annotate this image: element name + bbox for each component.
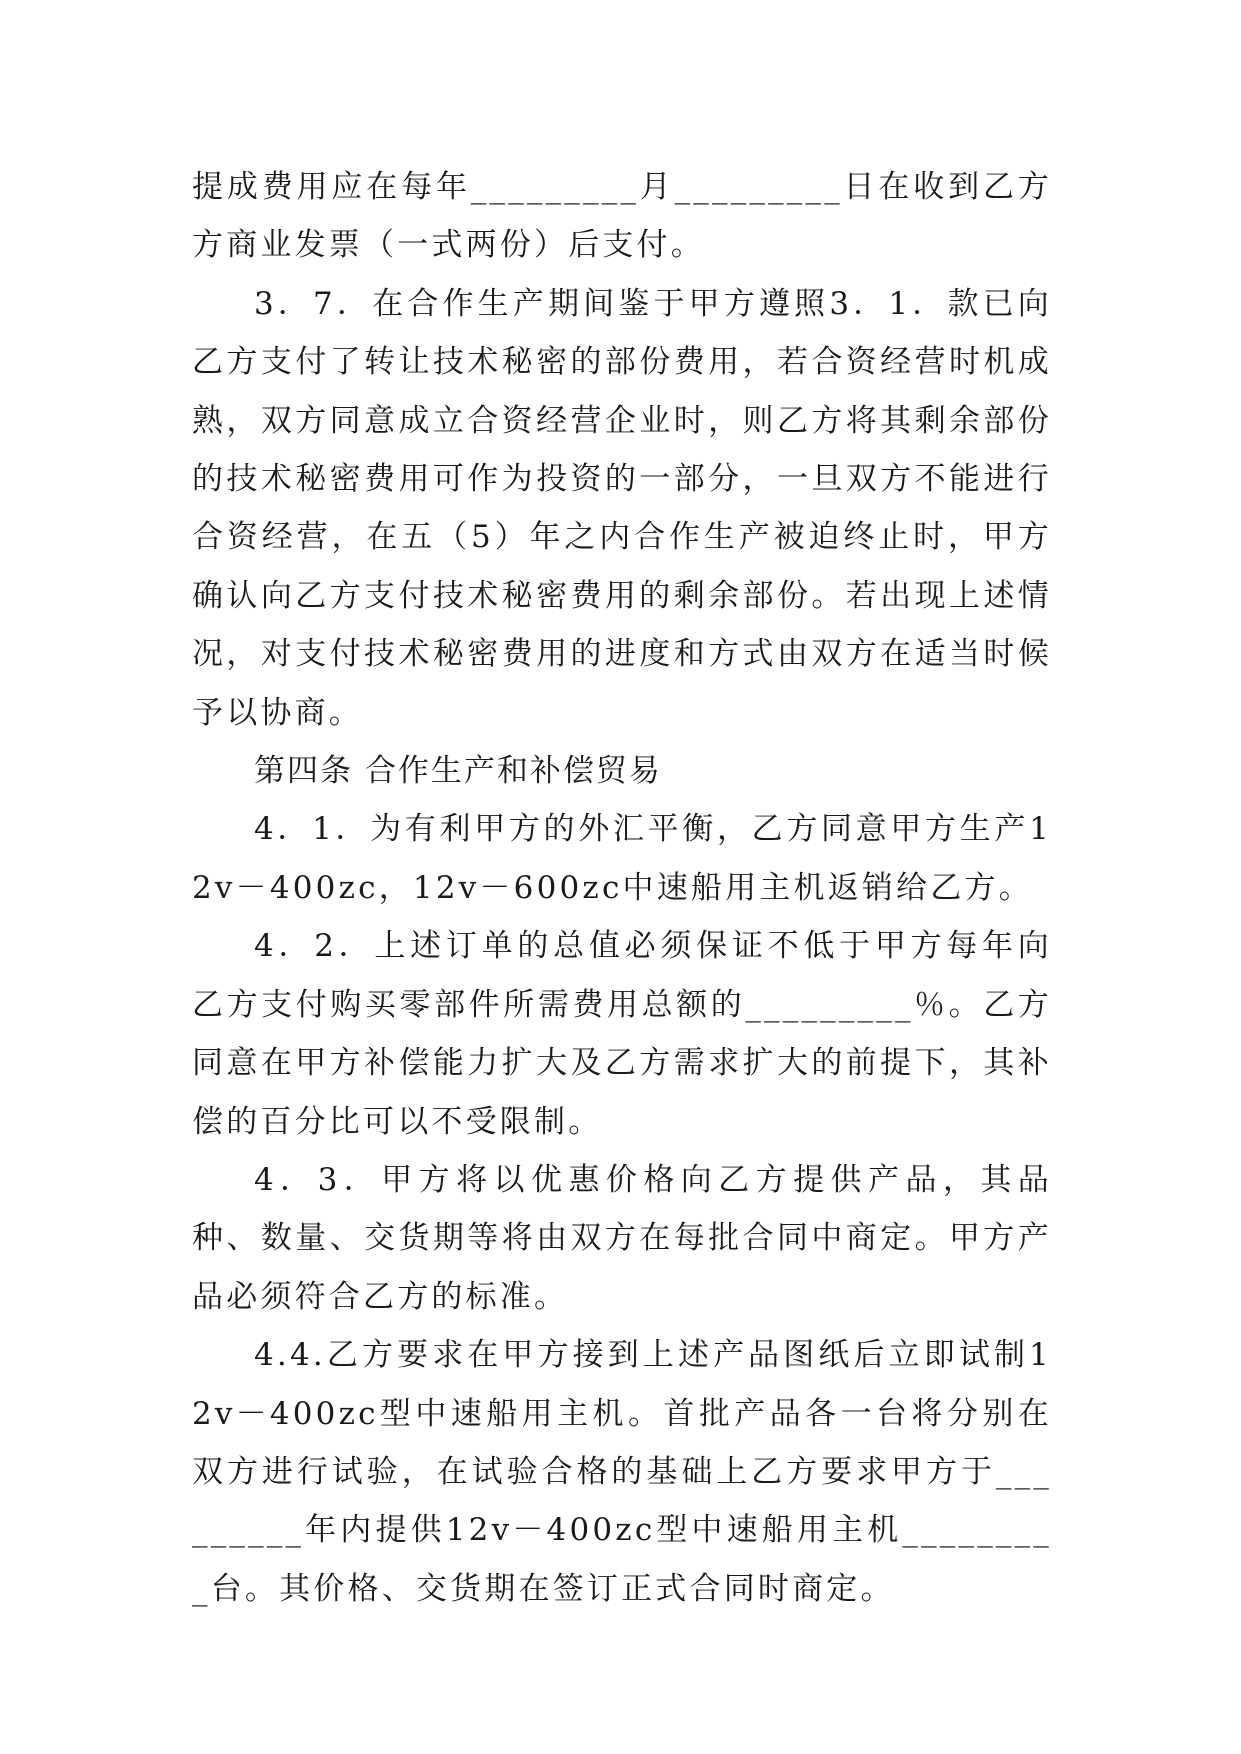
paragraph-clause-4-1: 4．1．为有利甲方的外汇平衡，乙方同意甲方生产12v－400zc，12v－600zc中速船用主机返销给乙方。 (192, 811, 1052, 906)
paragraph-clause-4-4: 4.4.乙方要求在甲方接到上述产品图纸后立即试制12v－400zc型中速船用主机。首批产品各一台将分别在双方进行试验，在试验合格的基础上乙方要求甲方于_________年内提供12v－400zc型中速船用主机_________台。其价格、交货期在签订正式合同时商定。 (192, 1337, 1052, 1607)
paragraph-payment-terms: 提成费用应在每年_________月_________日在收到乙方方商业发票（一式两份）后支付。 (192, 169, 1052, 264)
document-page (192, 158, 1052, 1618)
paragraph-clause-4-3: 4．3．甲方将以优惠价格向乙方提供产品，其品种、数量、交货期等将由双方在每批合同中商定。甲方产品必须符合乙方的标准。 (192, 1161, 1052, 1315)
paragraph-clause-4-2: 4．2．上述订单的总值必须保证不低于甲方每年向乙方支付购买零部件所需费用总额的_________％。乙方同意在甲方补偿能力扩大及乙方需求扩大的前提下，其补偿的百分比可以不受限制。 (192, 928, 1052, 1140)
paragraph-clause-3-7: 3．7．在合作生产期间鉴于甲方遵照3．1．款已向乙方支付了转让技术秘密的部份费用，若合资经营时机成熟，双方同意成立合资经营企业时，则乙方将其剩余部份的技术秘密费用可作为投资的一部分，一旦双方不能进行合资经营，在五（5）年之内合作生产被迫终止时，甲方确认向乙方支付技术秘密费用的剩余部份。若出现上述情况，对支付技术秘密费用的进度和方式由双方在适当时候予以协商。 (192, 285, 1052, 731)
article-4-heading: 第四条 合作生产和补偿贸易 (254, 753, 662, 790)
